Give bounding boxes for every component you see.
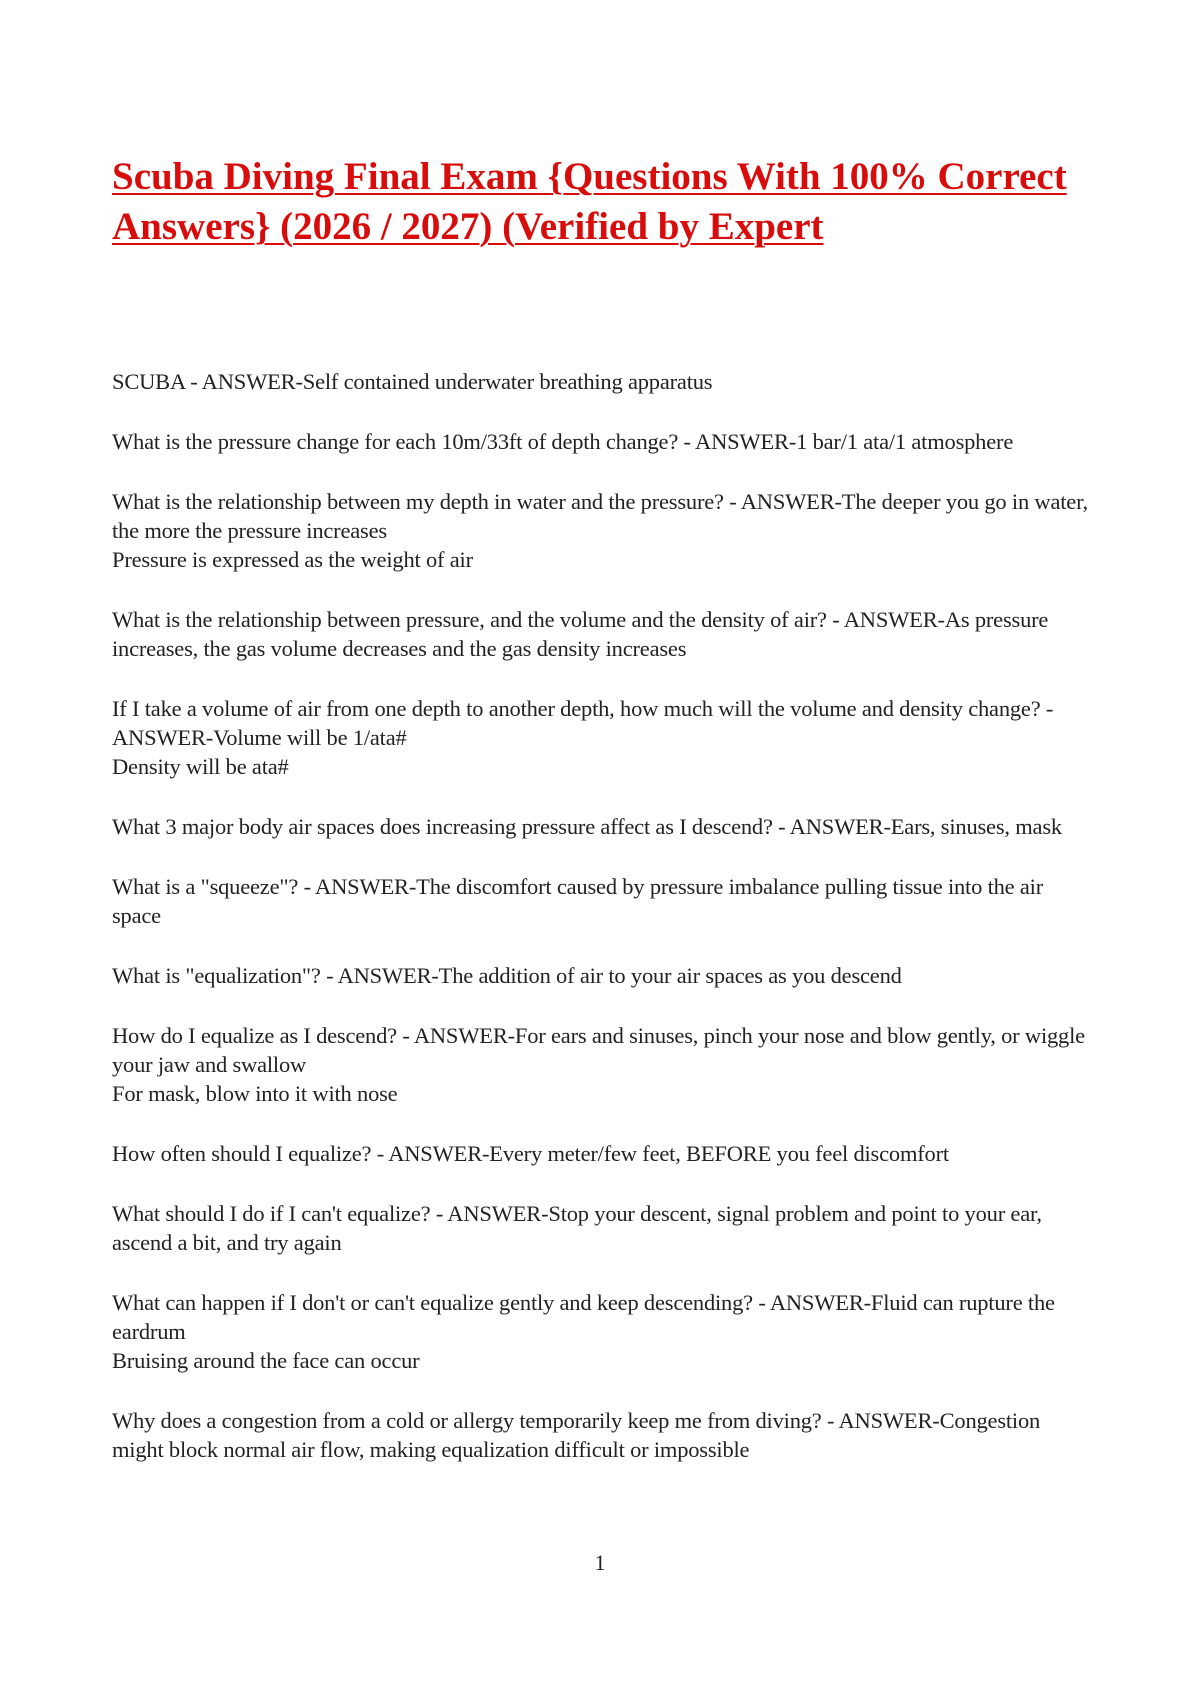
qa-item-keep-descending — [112, 1288, 1090, 1375]
qa-line: What is "equalization"? - ANSWER-The addition of air to your air spaces as you descend — [112, 963, 902, 988]
qa-list — [112, 367, 1090, 1464]
qa-line: What is a "squeeze"? - ANSWER-The discomfort caused by pressure imbalance pulling tissue into the air space — [112, 874, 1044, 928]
qa-line: What can happen if I don't or can't equalize gently and keep descending? - ANSWER-Fluid can rupture the eardrum — [112, 1290, 1055, 1344]
qa-item-how-equalize — [112, 1021, 1090, 1108]
qa-item-congestion — [112, 1406, 1090, 1464]
qa-item-squeeze — [112, 872, 1090, 930]
qa-line: What is the pressure change for each 10m/33ft of depth change? - ANSWER-1 bar/1 ata/1 atmosphere — [112, 429, 1014, 454]
qa-line: For mask, blow into it with nose — [112, 1081, 398, 1106]
qa-line: SCUBA - ANSWER-Self contained underwater breathing apparatus — [112, 369, 713, 394]
page-number: 1 — [594, 1550, 606, 1575]
qa-item-air-spaces — [112, 812, 1090, 841]
qa-item-depth-pressure — [112, 487, 1090, 574]
qa-line: If I take a volume of air from one depth to another depth, how much will the volume and density change? - ANSWER-Volume will be 1/ata# — [112, 696, 1054, 750]
qa-line: How do I equalize as I descend? - ANSWER-For ears and sinuses, pinch your nose and blow gently, or wiggle your jaw and swallow — [112, 1023, 1085, 1077]
qa-item-volume-density — [112, 605, 1090, 663]
qa-item-scuba — [112, 367, 1090, 396]
qa-item-depth-change — [112, 694, 1090, 781]
qa-line: What 3 major body air spaces does increasing pressure affect as I descend? - ANSWER-Ears, sinuses, mask — [112, 814, 1062, 839]
qa-item-pressure-change — [112, 427, 1090, 456]
qa-line: What is the relationship between pressure, and the volume and the density of air? - ANSWER-As pressure increases, the gas volume decreases and the gas density increases — [112, 607, 1049, 661]
qa-line: Bruising around the face can occur — [112, 1348, 420, 1373]
qa-line: How often should I equalize? - ANSWER-Every meter/few feet, BEFORE you feel discomfort — [112, 1141, 949, 1166]
qa-line: Density will be ata# — [112, 754, 289, 779]
qa-item-how-often — [112, 1139, 1090, 1168]
document-title: Scuba Diving Final Exam {Questions With 100% Correct Answers} (2026 / 2027) (Verified by Expert — [112, 155, 1067, 248]
qa-line: What should I do if I can't equalize? - ANSWER-Stop your descent, signal problem and point to your ear, ascend a bit, and try again — [112, 1201, 1042, 1255]
qa-line: Why does a congestion from a cold or allergy temporarily keep me from diving? - ANSWER-Congestion might block normal air flow, making equalization difficult or impossible — [112, 1408, 1041, 1462]
qa-line: Pressure is expressed as the weight of air — [112, 547, 473, 572]
qa-item-equalization — [112, 961, 1090, 990]
qa-line: What is the relationship between my depth in water and the pressure? - ANSWER-The deeper you go in water, the more the pressure increases — [112, 489, 1088, 543]
qa-item-cant-equalize — [112, 1199, 1090, 1257]
